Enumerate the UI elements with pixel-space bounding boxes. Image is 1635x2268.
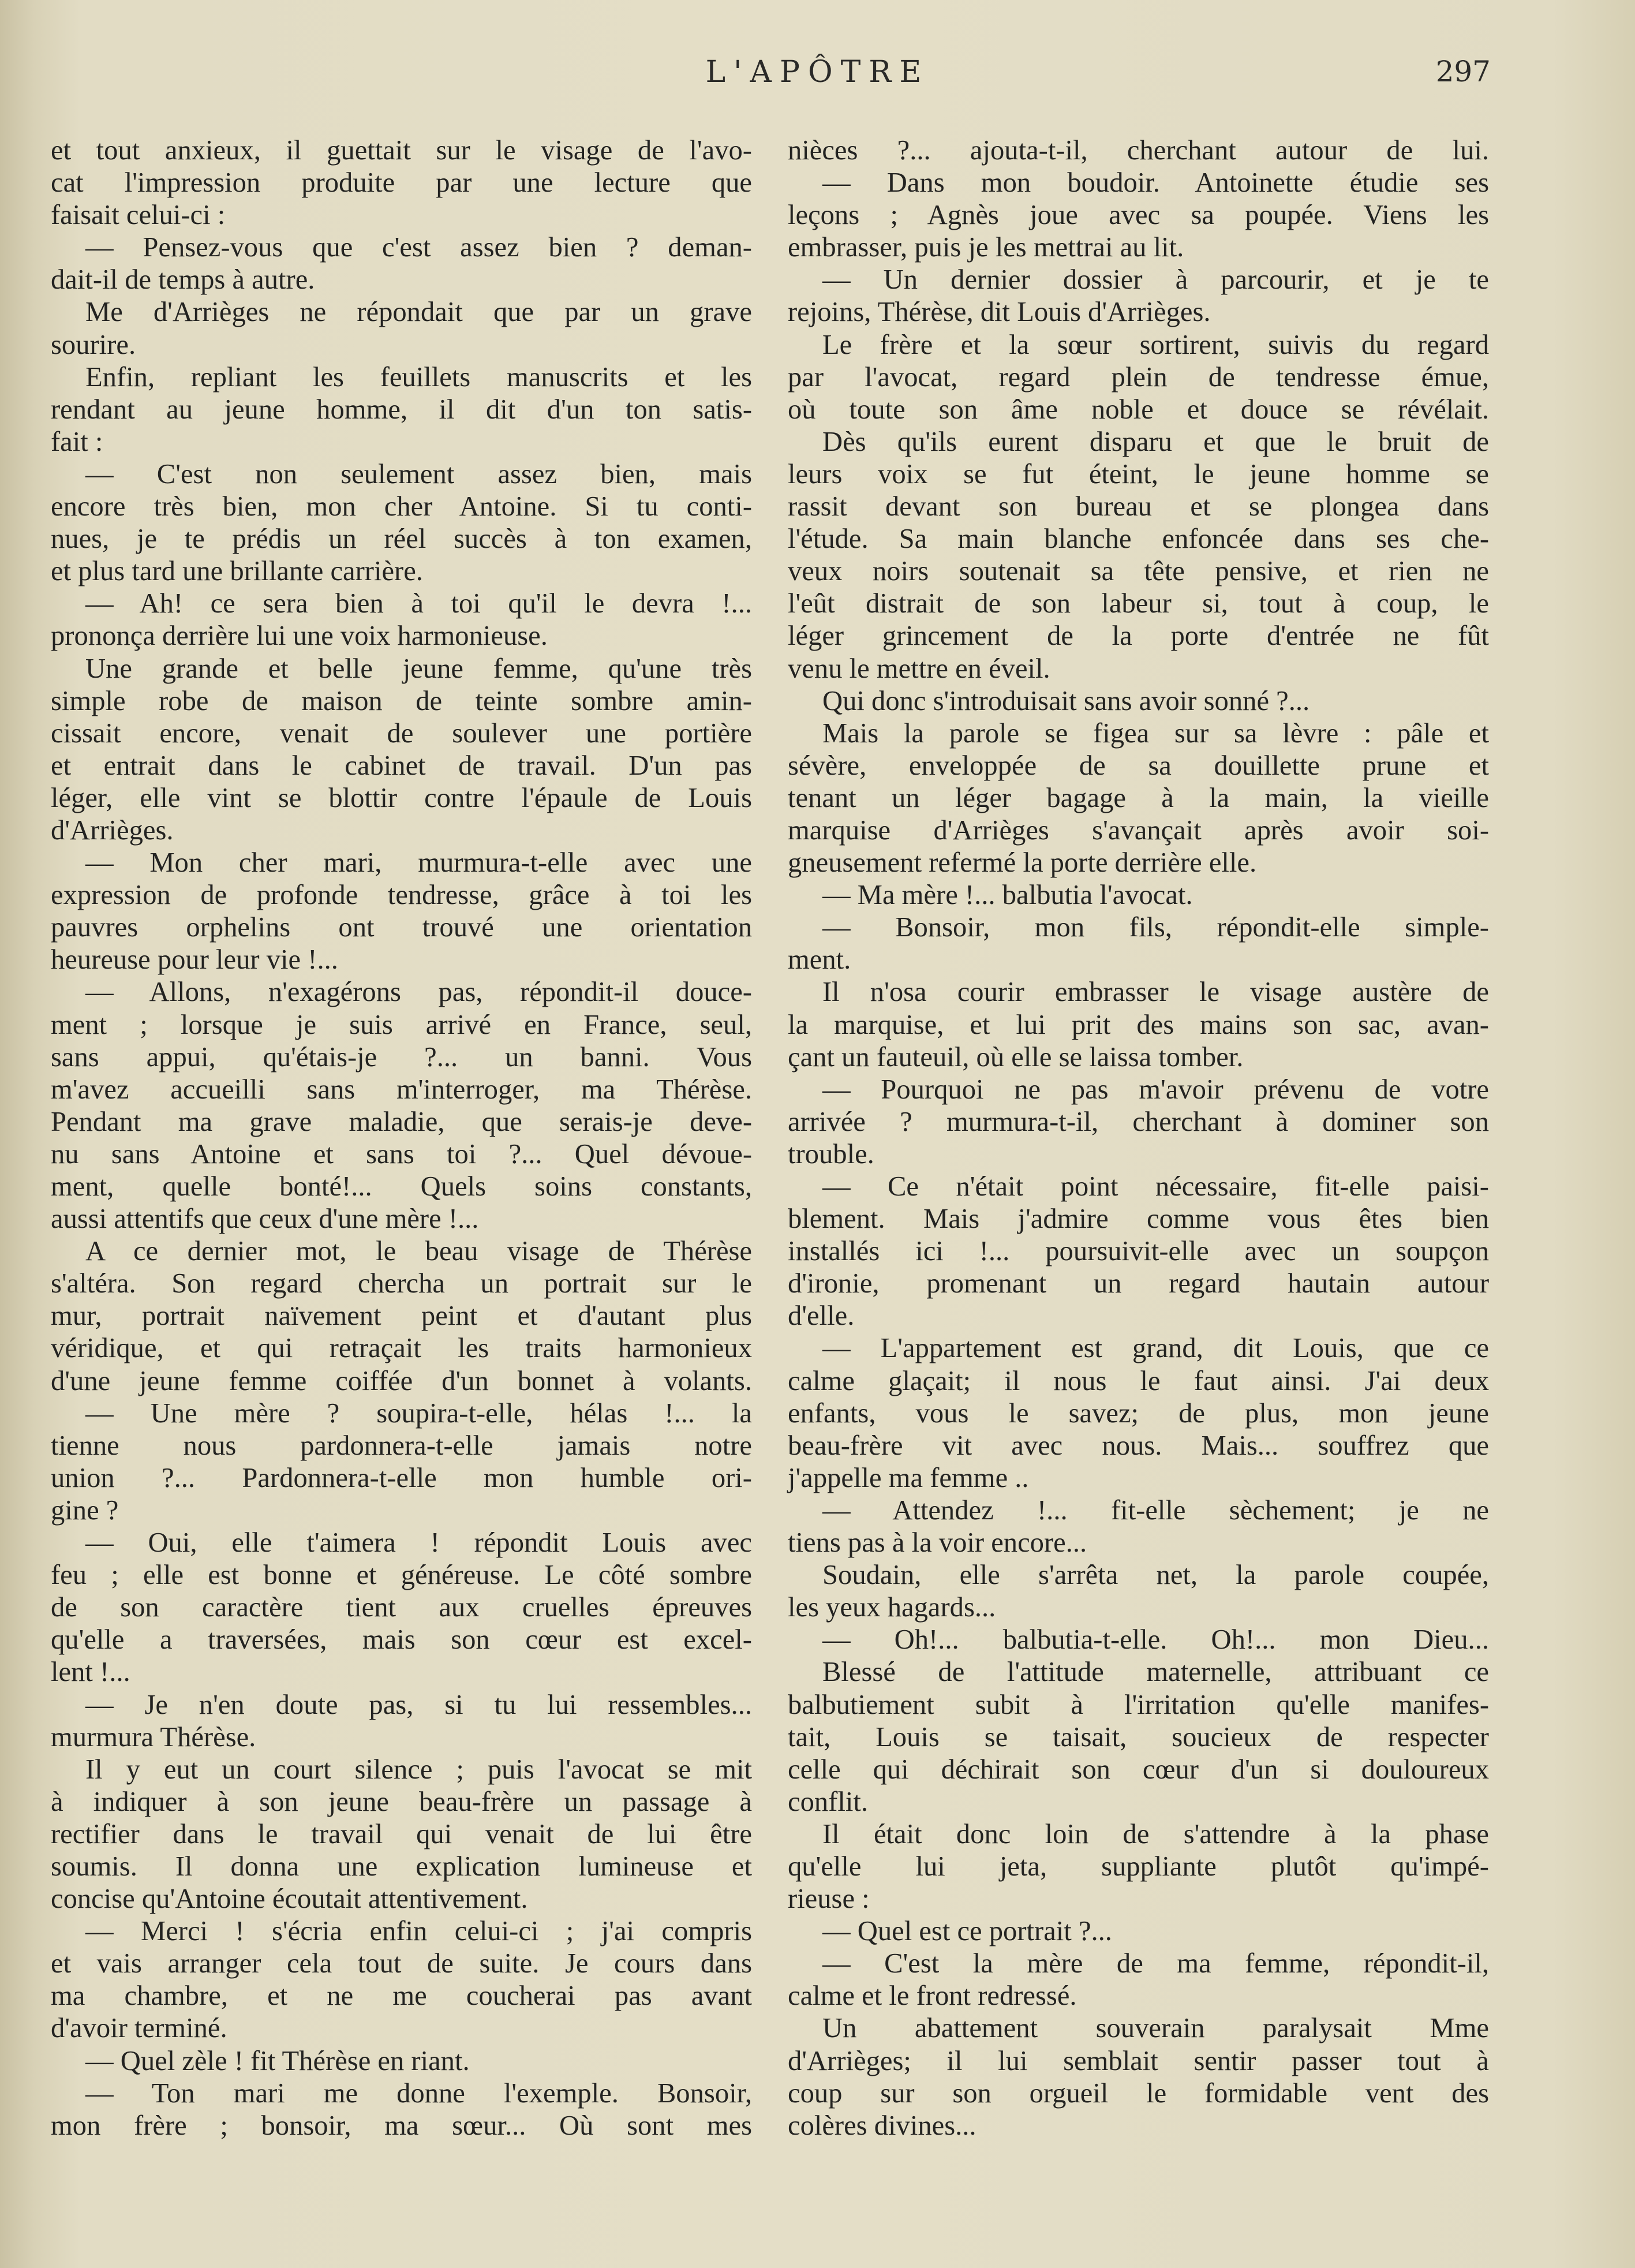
- text-line: — Oh!... balbutia-t-elle. Oh!... mon Dieu...: [822, 1624, 1489, 1656]
- text-line: — Oui, elle t'aimera ! répondit Louis avec: [85, 1527, 752, 1559]
- text-line: installés ici !... poursuivit-elle avec un soupçon: [788, 1235, 1489, 1267]
- text-line: l'étude. Sa main blanche enfoncée dans ses che-: [788, 523, 1489, 555]
- text-line: A ce dernier mot, le beau visage de Thérèse: [85, 1235, 752, 1267]
- text-line: Il était donc loin de s'attendre à la phase: [822, 1818, 1489, 1849]
- text-line: celle qui déchirait son cœur d'un si douloureux: [788, 1753, 1489, 1785]
- text-line: léger grincement de la porte d'entrée ne fût: [788, 620, 1489, 652]
- text-line: blement. Mais j'admire comme vous êtes bien: [788, 1203, 1489, 1235]
- text-line: d'avoir terminé.: [51, 2012, 227, 2044]
- text-line: — Pensez-vous que c'est assez bien ? deman-: [85, 231, 752, 263]
- text-line: s'altéra. Son regard chercha un portrait sur le: [51, 1268, 752, 1299]
- text-line: qu'elle lui jeta, suppliante plutôt qu'impé-: [788, 1850, 1489, 1882]
- text-line: aussi attentifs que ceux d'une mère !...: [51, 1203, 479, 1235]
- text-line: la marquise, et lui prit des mains son sac, avan-: [788, 1008, 1489, 1040]
- text-line: rejoins, Thérèse, dit Louis d'Arrièges.: [788, 296, 1211, 328]
- text-line: encore très bien, mon cher Antoine. Si tu conti-: [51, 491, 752, 522]
- text-line: leurs voix se fut éteint, le jeune homme se: [788, 458, 1489, 490]
- text-line: Enfin, repliant les feuillets manuscrits et les: [85, 361, 752, 393]
- text-line: leçons ; Agnès joue avec sa poupée. Viens les: [788, 199, 1489, 231]
- text-line: ment, quelle bonté!... Quels soins constants,: [51, 1171, 752, 1202]
- text-line: concise qu'Antoine écoutait attentivement.: [51, 1883, 528, 1915]
- text-line: beau-frère vit avec nous. Mais... souffrez que: [788, 1429, 1489, 1461]
- text-line: heureuse pour leur vie !...: [51, 944, 338, 976]
- text-line: veux noirs soutenait sa tête pensive, et rien ne: [788, 555, 1489, 587]
- text-line: — Bonsoir, mon fils, répondit-elle simple-: [822, 911, 1489, 943]
- running-title: L'APÔTRE: [705, 55, 930, 89]
- text-line: nues, je te prédis un réel succès à ton examen,: [51, 523, 752, 555]
- text-line: à indiquer à son jeune beau-frère un passage à: [51, 1785, 752, 1817]
- text-line: et entrait dans le cabinet de travail. D'un pas: [51, 749, 752, 781]
- text-line: balbutiement subit à l'irritation qu'elle manifes-: [788, 1688, 1489, 1720]
- text-line: — C'est la mère de ma femme, répondit-il,: [822, 1948, 1489, 1979]
- text-line: d'Arrièges; il lui semblait sentir passer tout à: [788, 2045, 1489, 2076]
- text-line: et vais arranger cela tout de suite. Je cours dans: [51, 1948, 752, 1979]
- text-line: et plus tard une brillante carrière.: [51, 555, 423, 587]
- text-line: — Dans mon boudoir. Antoinette étudie ses: [822, 167, 1489, 199]
- text-line: de son caractère tient aux cruelles épreuves: [51, 1591, 752, 1623]
- text-line: qu'elle a traversées, mais son cœur est excel-: [51, 1624, 752, 1656]
- text-line: — Pourquoi ne pas m'avoir prévenu de votre: [822, 1073, 1489, 1105]
- text-line: — Ah! ce sera bien à toi qu'il le devra !...: [85, 588, 752, 619]
- text-line: lent !...: [51, 1656, 130, 1688]
- text-line: tienne nous pardonnera-t-elle jamais notre: [51, 1429, 752, 1461]
- text-line: mur, portrait naïvement peint et d'autant plus: [51, 1300, 752, 1332]
- text-line: l'eût distrait de son labeur si, tout à coup, le: [788, 588, 1489, 619]
- text-line: d'elle.: [788, 1300, 855, 1332]
- text-line: murmura Thérèse.: [51, 1721, 256, 1753]
- text-line: tait, Louis se taisait, soucieux de respecter: [788, 1721, 1489, 1753]
- text-line: enfants, vous le savez; de plus, mon jeune: [788, 1397, 1489, 1429]
- text-line: sévère, enveloppée de sa douillette prune et: [788, 749, 1489, 781]
- text-line: cissait encore, venait de soulever une portière: [51, 717, 752, 749]
- text-line: conflit.: [788, 1785, 868, 1817]
- text-line: — Une mère ? soupira-t-elle, hélas !... la: [85, 1397, 752, 1429]
- text-line: cat l'impression produite par une lecture que: [51, 167, 752, 199]
- text-line: dait-il de temps à autre.: [51, 264, 315, 296]
- text-line: pauvres orphelins ont trouvé une orientation: [51, 911, 752, 943]
- text-line: Me d'Arrièges ne répondait que par un grave: [85, 296, 752, 328]
- text-line: rassit devant son bureau et se plongea dans: [788, 491, 1489, 522]
- text-line: gneusement refermé la porte derrière elle.: [788, 847, 1257, 879]
- text-line: Pendant ma grave maladie, que serais-je deve-: [51, 1105, 752, 1137]
- left-text-column: [51, 134, 752, 2142]
- text-line: sans appui, qu'étais-je ?... un banni. Vous: [51, 1041, 752, 1073]
- text-line: soumis. Il donna une explication lumineuse et: [51, 1850, 752, 1882]
- text-line: m'avez accueilli sans m'interroger, ma Thérèse.: [51, 1073, 752, 1105]
- text-line: Un abattement souverain paralysait Mme: [822, 2012, 1489, 2044]
- text-line: feu ; elle est bonne et généreuse. Le côté sombre: [51, 1559, 752, 1591]
- text-line: — Ce n'était point nécessaire, fit-elle paisi-: [822, 1171, 1489, 1202]
- text-line: arrivée ? murmura-t-il, cherchant à dominer son: [788, 1105, 1489, 1137]
- text-line: coup sur son orgueil le formidable vent des: [788, 2077, 1489, 2109]
- page-number: 297: [1435, 55, 1491, 88]
- text-line: simple robe de maison de teinte sombre amin-: [51, 685, 752, 716]
- text-line: — Attendez !... fit-elle sèchement; je ne: [822, 1494, 1489, 1526]
- text-line: Dès qu'ils eurent disparu et que le bruit de: [822, 425, 1489, 457]
- text-line: tenant un léger bagage à la main, la vieille: [788, 782, 1489, 813]
- text-line: Soudain, elle s'arrêta net, la parole coupée,: [822, 1559, 1489, 1591]
- text-line: par l'avocat, regard plein de tendresse émue,: [788, 361, 1489, 393]
- text-line: véridique, et qui retraçait les traits harmonieux: [51, 1332, 752, 1364]
- text-line: Mais la parole se figea sur sa lèvre : pâle et: [822, 717, 1489, 749]
- text-line: — L'appartement est grand, dit Louis, que ce: [822, 1332, 1489, 1364]
- text-line: rectifier dans le travail qui venait de lui être: [51, 1818, 752, 1849]
- text-line: Il y eut un court silence ; puis l'avocat se mit: [85, 1753, 752, 1785]
- text-line: nièces ?... ajouta-t-il, cherchant autour de lui.: [788, 134, 1489, 166]
- text-line: Qui donc s'introduisait sans avoir sonné ?...: [822, 685, 1310, 716]
- text-line: d'une jeune femme coiffée d'un bonnet à volants.: [51, 1365, 752, 1396]
- text-line: — Quel est ce portrait ?...: [822, 1915, 1112, 1947]
- text-line: colères divines...: [788, 2109, 976, 2141]
- text-line: calme glaçait; il nous le faut ainsi. J'ai deux: [788, 1365, 1489, 1396]
- text-line: — Ma mère !... balbutia l'avocat.: [822, 879, 1193, 911]
- text-line: rendant au jeune homme, il dit d'un ton satis-: [51, 393, 752, 425]
- text-line: embrasser, puis je les mettrai au lit.: [788, 231, 1184, 263]
- text-line: trouble.: [788, 1138, 874, 1170]
- text-line: d'Arrièges.: [51, 814, 174, 846]
- text-line: nu sans Antoine et sans toi ?... Quel dévoue-: [51, 1138, 752, 1170]
- text-line: — Ton mari me donne l'exemple. Bonsoir,: [85, 2077, 752, 2109]
- text-line: — Quel zèle ! fit Thérèse en riant.: [85, 2045, 470, 2076]
- text-line: prononça derrière lui une voix harmonieuse.: [51, 620, 548, 652]
- text-line: fait :: [51, 425, 103, 457]
- text-line: mon frère ; bonsoir, ma sœur... Où sont mes: [51, 2109, 752, 2141]
- text-line: où toute son âme noble et douce se révélait.: [788, 393, 1489, 425]
- text-line: rieuse :: [788, 1883, 870, 1915]
- text-line: Blessé de l'attitude maternelle, attribuant ce: [822, 1656, 1489, 1688]
- text-line: sourire.: [51, 328, 136, 360]
- text-line: Une grande et belle jeune femme, qu'une très: [85, 652, 752, 684]
- text-line: Le frère et la sœur sortirent, suivis du regard: [822, 328, 1489, 360]
- text-line: venu le mettre en éveil.: [788, 652, 1050, 684]
- text-line: Il n'osa courir embrasser le visage austère de: [822, 976, 1489, 1008]
- text-line: marquise d'Arrièges s'avançait après avoir soi-: [788, 814, 1489, 846]
- text-line: et tout anxieux, il guettait sur le visage de l'avo-: [51, 134, 752, 166]
- text-line: — Allons, n'exagérons pas, répondit-il douce-: [85, 976, 752, 1008]
- text-line: gine ?: [51, 1494, 119, 1526]
- text-line: çant un fauteuil, où elle se laissa tomber.: [788, 1041, 1244, 1073]
- right-text-column: [788, 134, 1489, 2142]
- text-line: ma chambre, et ne me coucherai pas avant: [51, 1980, 752, 2012]
- text-line: — Un dernier dossier à parcourir, et je te: [822, 264, 1489, 296]
- text-line: — Merci ! s'écria enfin celui-ci ; j'ai compris: [85, 1915, 752, 1947]
- text-line: les yeux hagards...: [788, 1591, 996, 1623]
- text-line: j'appelle ma femme ..: [788, 1462, 1029, 1493]
- text-line: — Mon cher mari, murmura-t-elle avec une: [85, 847, 752, 879]
- text-line: léger, elle vint se blottir contre l'épaule de Louis: [51, 782, 752, 813]
- text-line: union ?... Pardonnera-t-elle mon humble ori-: [51, 1462, 752, 1493]
- text-line: d'ironie, promenant un regard hautain autour: [788, 1268, 1489, 1299]
- text-line: ment.: [788, 944, 851, 976]
- text-line: — C'est non seulement assez bien, mais: [85, 458, 752, 490]
- text-line: tiens pas à la voir encore...: [788, 1527, 1087, 1559]
- page-header: [0, 55, 1635, 101]
- text-line: — Je n'en doute pas, si tu lui ressembles...: [85, 1688, 752, 1720]
- text-line: expression de profonde tendresse, grâce à toi les: [51, 879, 752, 911]
- text-line: calme et le front redressé.: [788, 1980, 1077, 2012]
- text-line: ment ; lorsque je suis arrivé en France, seul,: [51, 1008, 752, 1040]
- text-line: faisait celui-ci :: [51, 199, 226, 231]
